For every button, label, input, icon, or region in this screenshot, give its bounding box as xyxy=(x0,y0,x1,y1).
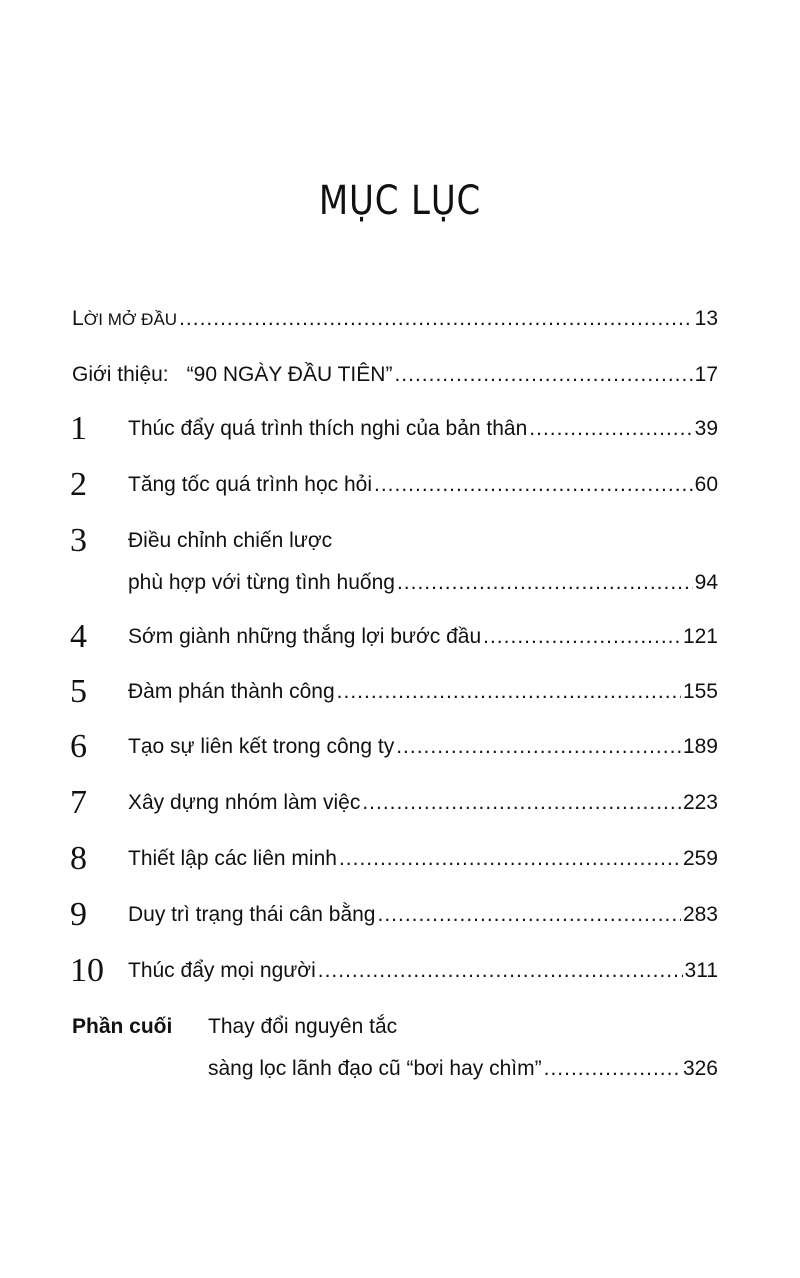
entry-title-initial: L xyxy=(72,307,84,330)
entry-title: sàng lọc lãnh đạo cũ “bơi hay chìm” xyxy=(208,1057,542,1080)
dot-leader xyxy=(362,788,681,818)
page-number: 13 xyxy=(694,307,718,330)
entry-title: Thúc đẩy quá trình thích nghi của bản thân xyxy=(128,417,528,440)
dot-leader xyxy=(544,1054,681,1084)
chapter-number: 3 xyxy=(70,522,87,559)
toc-entry-chapter[interactable] xyxy=(70,673,718,710)
page-number: 94 xyxy=(694,571,718,594)
dot-leader xyxy=(339,844,681,874)
toc-entry-closing[interactable] xyxy=(208,1054,718,1084)
toc-entry-chapter[interactable] xyxy=(70,466,718,503)
chapter-number: 2 xyxy=(70,466,87,503)
toc-entry-chapter[interactable] xyxy=(70,896,718,933)
entry-prefix: Giới thiệu: xyxy=(72,363,169,386)
dot-leader xyxy=(318,956,683,986)
page-number: 223 xyxy=(682,791,718,814)
toc-entry-chapter[interactable] xyxy=(70,728,718,765)
toc-entry-chapter[interactable] xyxy=(70,784,718,821)
toc-entry-introduction[interactable] xyxy=(72,360,718,390)
dot-leader xyxy=(179,304,693,334)
chapter-number: 10 xyxy=(70,952,104,989)
dot-leader xyxy=(374,470,693,500)
toc-entry-chapter[interactable] xyxy=(70,410,718,447)
entry-title: Duy trì trạng thái cân bằng xyxy=(128,903,376,926)
entry-title: phù hợp với từng tình huống xyxy=(128,571,395,594)
toc-entry-chapter[interactable] xyxy=(70,618,718,655)
toc-entry-chapter[interactable] xyxy=(70,840,718,877)
chapter-number: 1 xyxy=(70,410,87,447)
page-number: 283 xyxy=(682,903,718,926)
toc-entry-chapter[interactable] xyxy=(72,568,718,598)
entry-title: ỜI MỞ ĐẦU xyxy=(83,310,178,329)
closing-title-line1: Thay đổi nguyên tắc xyxy=(208,1015,398,1038)
dot-leader xyxy=(337,677,681,707)
closing-label: Phần cuối xyxy=(72,1015,173,1038)
entry-title: Sớm giành những thắng lợi bước đầu xyxy=(128,625,482,648)
entry-title: Tạo sự liên kết trong công ty xyxy=(128,735,395,758)
page-number: 326 xyxy=(682,1057,718,1080)
chapter-number: 7 xyxy=(70,784,87,821)
page-title: MỤC LỤC xyxy=(318,178,482,224)
entry-title: Thúc đẩy mọi người xyxy=(128,959,316,982)
page-number: 39 xyxy=(694,417,718,440)
page-number: 155 xyxy=(682,680,718,703)
entry-title: Đàm phán thành công xyxy=(128,680,335,703)
dot-leader xyxy=(397,568,693,598)
page-number: 259 xyxy=(682,847,718,870)
page-number: 60 xyxy=(694,473,718,496)
chapter-number: 8 xyxy=(70,840,87,877)
dot-leader xyxy=(396,732,681,762)
dot-leader xyxy=(394,360,692,390)
page-number: 17 xyxy=(694,363,718,386)
dot-leader xyxy=(529,414,692,444)
dot-leader xyxy=(377,900,680,930)
chapter-number: 5 xyxy=(70,673,87,710)
toc-entry-chapter-line1[interactable] xyxy=(70,522,718,559)
chapter-number: 6 xyxy=(70,728,87,765)
page-number: 189 xyxy=(682,735,718,758)
page-number: 311 xyxy=(684,959,718,982)
entry-title: Thiết lập các liên minh xyxy=(128,847,337,870)
chapter-number: 9 xyxy=(70,896,87,933)
entry-title: Tăng tốc quá trình học hỏi xyxy=(128,473,372,496)
dot-leader xyxy=(483,622,681,652)
entry-title: “90 NGÀY ĐẦU TIÊN” xyxy=(186,363,393,386)
entry-title: Xây dựng nhóm làm việc xyxy=(128,791,361,814)
toc-entry-chapter[interactable] xyxy=(70,952,718,989)
toc-entry-preface[interactable] xyxy=(72,304,718,334)
entry-title-line1: Điều chỉnh chiến lược xyxy=(128,529,333,552)
chapter-number: 4 xyxy=(70,618,87,655)
page-number: 121 xyxy=(682,625,718,648)
